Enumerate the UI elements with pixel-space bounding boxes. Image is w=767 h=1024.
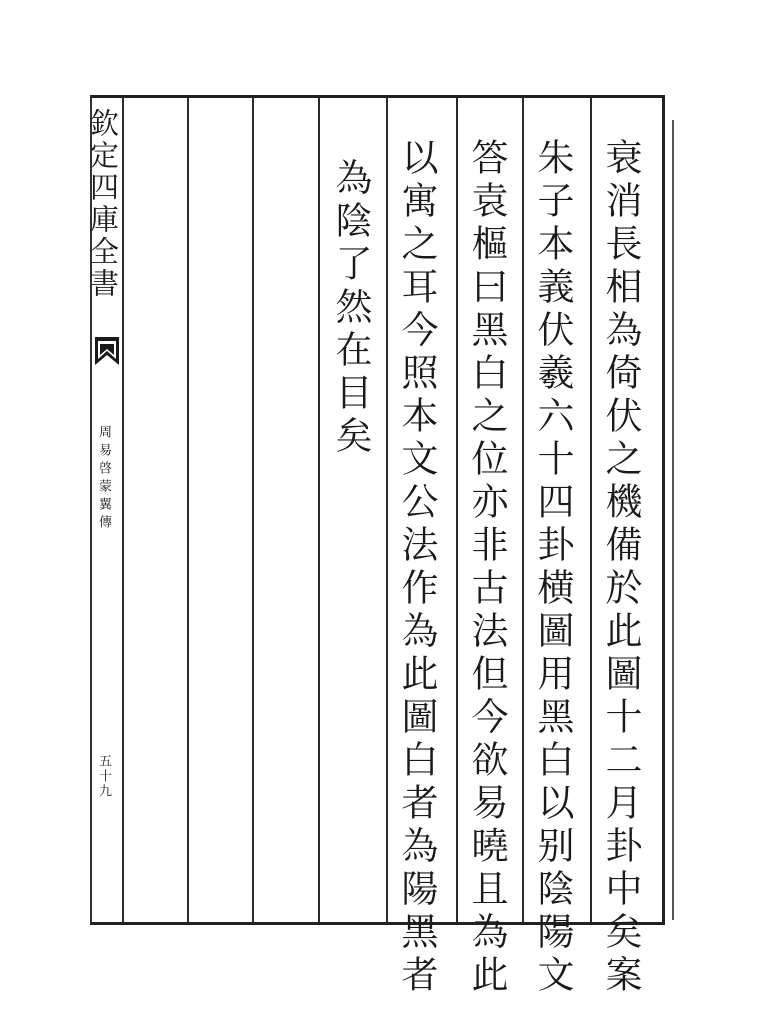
- column-rule: [590, 98, 592, 922]
- column-rule: [522, 98, 524, 922]
- fishtail-mark-icon: [94, 335, 120, 371]
- text-column-1: 衰消長相為倚伏之機備於此圖十二月卦中矣案: [599, 138, 642, 998]
- text-column-4: 以寓之耳今照本文公法作為此圖白者為陽黑者: [395, 138, 438, 998]
- section-title: 周易啓蒙翼傳: [96, 425, 111, 533]
- outer-border: [664, 120, 674, 920]
- column-rule: [318, 98, 320, 922]
- text-column-5: 為陰了然在目矣: [329, 158, 372, 459]
- text-column-3: 答袁樞曰黑白之位亦非古法但今欲易曉且為此: [465, 138, 508, 998]
- page-border: [86, 95, 665, 925]
- margin-rule: [122, 98, 124, 922]
- column-rule: [187, 98, 189, 922]
- column-rule: [456, 98, 458, 922]
- column-rule: [252, 98, 254, 922]
- book-title: 欽定四庫全書: [86, 108, 120, 300]
- column-rule: [386, 98, 388, 922]
- page-number: 五十九: [96, 754, 111, 799]
- text-column-2: 朱子本義伏羲六十四卦横圖用黑白以别陰陽文: [531, 138, 574, 998]
